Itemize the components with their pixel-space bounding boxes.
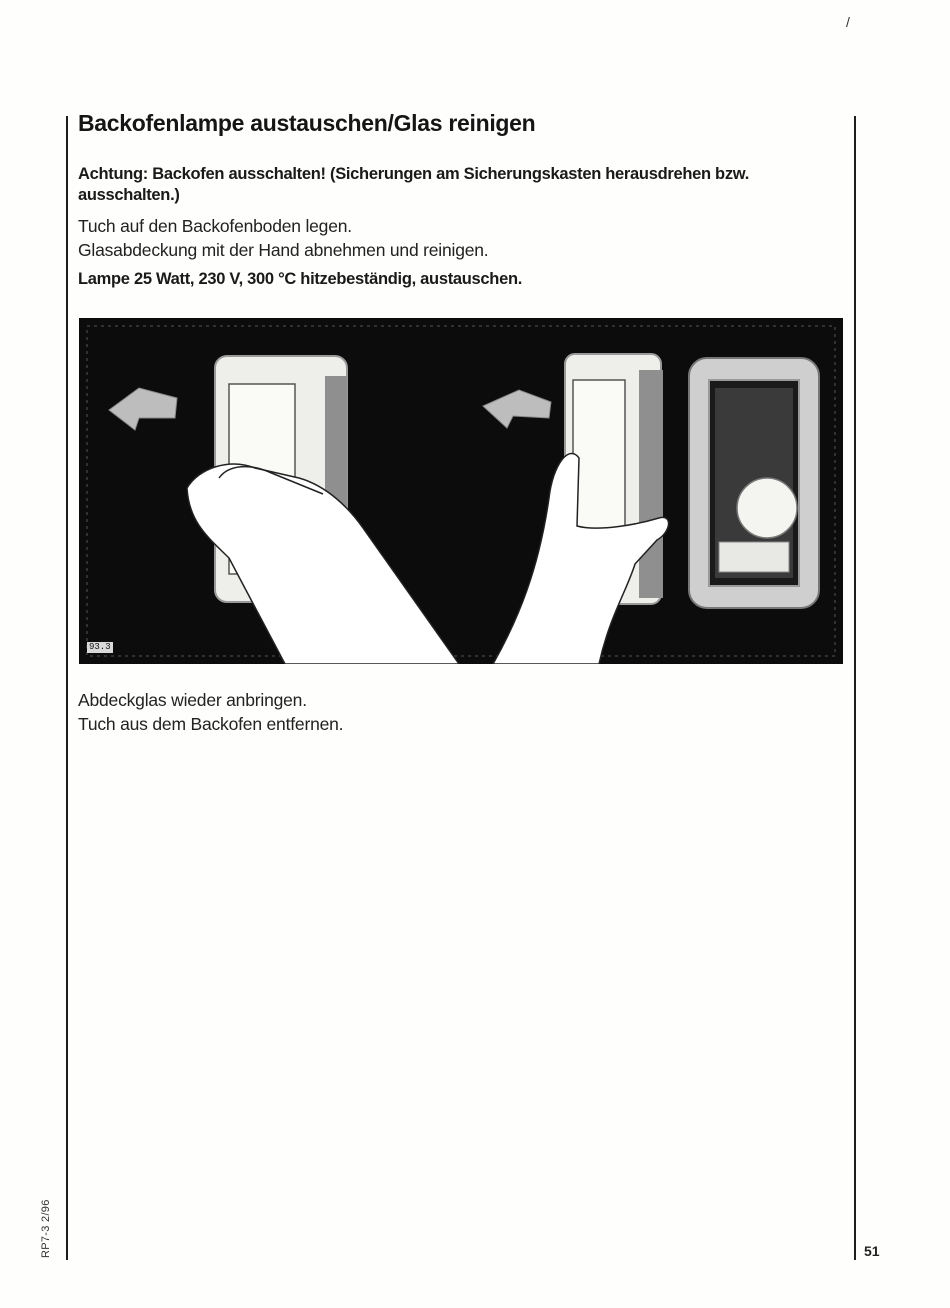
figure-label: 93.3 xyxy=(89,642,111,652)
page-title: Backofenlampe austauschen/Glas reinigen xyxy=(78,110,536,136)
instruction-line-1: Tuch auf den Backofenboden legen. xyxy=(78,216,352,236)
lamp-bulb xyxy=(737,478,797,538)
after-line-1: Abdeckglas wieder anbringen. xyxy=(78,690,307,710)
after-line-2: Tuch aus dem Backofen entfernen. xyxy=(78,714,344,734)
corner-tick: / xyxy=(846,14,850,30)
left-margin-rule xyxy=(66,116,68,1260)
warning-text: Achtung: Backofen ausschalten! (Sicherungen am Sicherungskasten herausdrehen bzw. ausschalten.) xyxy=(78,165,749,204)
page-number: 51 xyxy=(864,1243,880,1259)
lamp-spec-text: Lampe 25 Watt, 230 V, 300 °C hitzebeständig, austauschen. xyxy=(78,270,523,288)
document-code: RP7-3 2/96 xyxy=(40,1199,52,1258)
instruction-line-2: Glasabdeckung mit der Hand abnehmen und reinigen. xyxy=(78,240,489,260)
arrow-middle-icon xyxy=(483,390,551,428)
arrow-left-icon xyxy=(109,388,177,430)
right-margin-rule xyxy=(854,116,856,1260)
lamp-illustration xyxy=(79,318,843,664)
lamp-figure xyxy=(79,318,843,664)
